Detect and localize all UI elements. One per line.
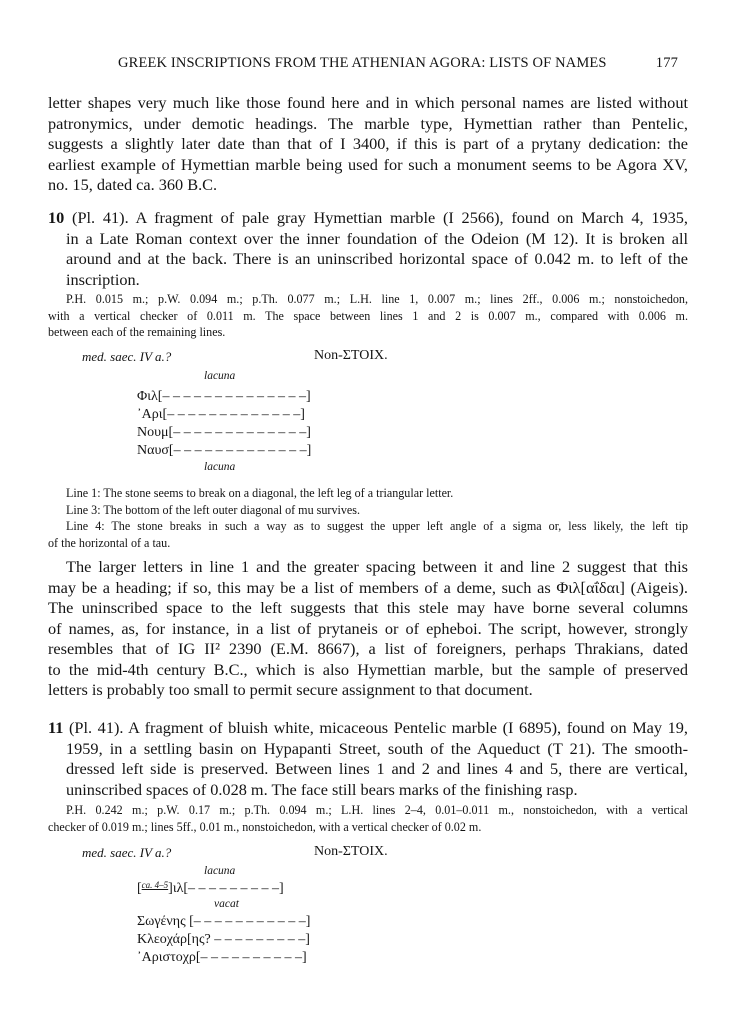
date-label: med. saec. IV a.? (82, 349, 172, 364)
text-line: uninscribed spaces of 0.028 m. The face still bears marks of the finishing rasp. (66, 779, 578, 799)
date-label: med. saec. IV a.? (82, 845, 172, 860)
text-span: (Pl. 41). A fragment of bluish white, micaceous Pentelic marble (I 6895), found on May 19, (69, 718, 688, 737)
inscription-line: Φιλ[– – – – – – – – – – – – – –] (137, 389, 311, 404)
entry-number: 10 (48, 208, 65, 227)
text-line: suggests a slightly later date than that of I 3400, if this is part of a prytany dedication: the (48, 134, 688, 153)
intro-paragraph (48, 93, 688, 196)
entry-10-commentary (48, 557, 688, 701)
text-line: P.H. 0.242 m.; p.W. 0.17 m.; p.Th. 0.094 m.; L.H. lines 2–4, 0.01–0.011 m., nonstoichedon, with a vertical (66, 803, 688, 817)
text-line: P.H. 0.015 m.; p.W. 0.094 m.; p.Th. 0.077 m.; L.H. line 1, 0.007 m.; lines 2ff., 0.006 m.; nonstoichedon, (66, 292, 688, 306)
entry-10-description (48, 208, 688, 290)
ca-label: ca. 4–5 (141, 880, 169, 890)
text-line: in a Late Roman context over the inner foundation of the Odeion (M 12). It is broken all (66, 228, 688, 248)
lacuna-label: lacuna (204, 370, 236, 382)
text-line: checker of 0.019 m.; lines 5ff., 0.01 m., nonstoichedon, with a vertical checker of 0.02 m. (48, 819, 482, 834)
running-title: GREEK INSCRIPTIONS FROM THE ATHENIAN AGORA: LISTS OF NAMES (118, 55, 607, 71)
lacuna-label: lacuna (204, 865, 236, 877)
running-header (118, 55, 678, 72)
text-line: with a vertical checker of 0.011 m. The space between lines 1 and 2 is 0.007 m., compared with 0.006 m. (48, 308, 688, 323)
text-line: letter shapes very much like those found here and in which personal names are listed without (48, 93, 688, 112)
vacat-label: vacat (214, 898, 239, 910)
stoichedon-label: Non-ΣΤΟΙΧ. (314, 844, 388, 859)
text-line: 1959, in a settling basin on Hypapanti Street, south of the Aqueduct (T 21). The smooth- (66, 738, 688, 758)
inscription-line: Νουμ[– – – – – – – – – – – – –] (137, 425, 311, 440)
text-line: inscription. (66, 269, 140, 289)
text-span: ]ιλ[– – – – – – – – –] (168, 881, 284, 896)
text-line: no. 15, dated ca. 360 B.C. (48, 175, 218, 194)
text-line: earliest example of Hymettian marble being used for such a monument seems to be Agora XV, (48, 154, 688, 174)
entry-11-description (48, 718, 688, 800)
text-line: The uninscribed space to the left suggests that this stele may have borne several columns (48, 598, 688, 617)
text-line: may be a heading; if so, this may be a list of members of a deme, such as Φιλ[αΐδαι] (Aigeis). (48, 577, 688, 597)
inscription-line: Ναυσ[– – – – – – – – – – – – –] (137, 443, 312, 458)
text-line: around and at the back. There is an uninscribed horizontal space of 0.042 m. to left of the (66, 249, 688, 268)
text-span: (Pl. 41). A fragment of pale gray Hymettian marble (I 2566), found on March 4, 1935, (72, 208, 688, 227)
bracket: [ (137, 881, 142, 896)
text-line: patronymics, under demotic headings. The marble type, Hymettian rather than Pentelic, (48, 113, 688, 133)
text-line: dressed left side is preserved. Between lines 1 and 2 and lines 4 and 5, there are vertical, (66, 759, 688, 778)
note-line: Line 4: The stone breaks in such a way as to suggest the upper left angle of a sigma or, less likely, the left tip (66, 519, 688, 534)
inscription-line: Σωγένης [– – – – – – – – – – –] (137, 914, 311, 929)
text-line (48, 718, 688, 739)
stoichedon-label: Non-ΣΤΟΙΧ. (314, 348, 388, 363)
entry-10-measurements (48, 291, 688, 341)
note-line: of the horizontal of a tau. (48, 535, 171, 550)
lacuna-label: lacuna (204, 461, 236, 473)
page-number: 177 (655, 55, 678, 71)
text-line (48, 208, 688, 229)
text-line: resembles that of IG II² 2390 (E.M. 8667), a list of foreigners, perhaps Thrakians, dated (48, 639, 688, 658)
text-line: The larger letters in line 1 and the greater spacing between it and line 2 suggest that this (66, 557, 688, 576)
inscription-line: ᾿Αρι[– – – – – – – – – – – – –] (137, 407, 305, 422)
text-line: letters is probably too small to permit secure assignment to that document. (48, 680, 533, 699)
text-line: to the mid-4th century B.C., which is also Hymettian marble, but the sample of preserved (48, 659, 688, 679)
line-notes (48, 485, 688, 551)
entry-number: 11 (48, 718, 64, 737)
inscription-line: Κλεοχάρ[ης? – – – – – – – – –] (137, 932, 310, 947)
inscription-line: ᾿Αριστοχρ[– – – – – – – – – –] (137, 950, 307, 965)
text-line: between each of the remaining lines. (48, 325, 226, 340)
text-line: of names, as, for instance, in a list of prytaneis or of epheboi. The script, however, strongly (48, 618, 688, 638)
entry-11-measurements (48, 802, 688, 835)
inscription-line (137, 880, 284, 897)
note-line: Line 1: The stone seems to break on a diagonal, the left leg of a triangular letter. (66, 486, 454, 500)
note-line: Line 3: The bottom of the left outer diagonal of mu survives. (66, 502, 360, 517)
